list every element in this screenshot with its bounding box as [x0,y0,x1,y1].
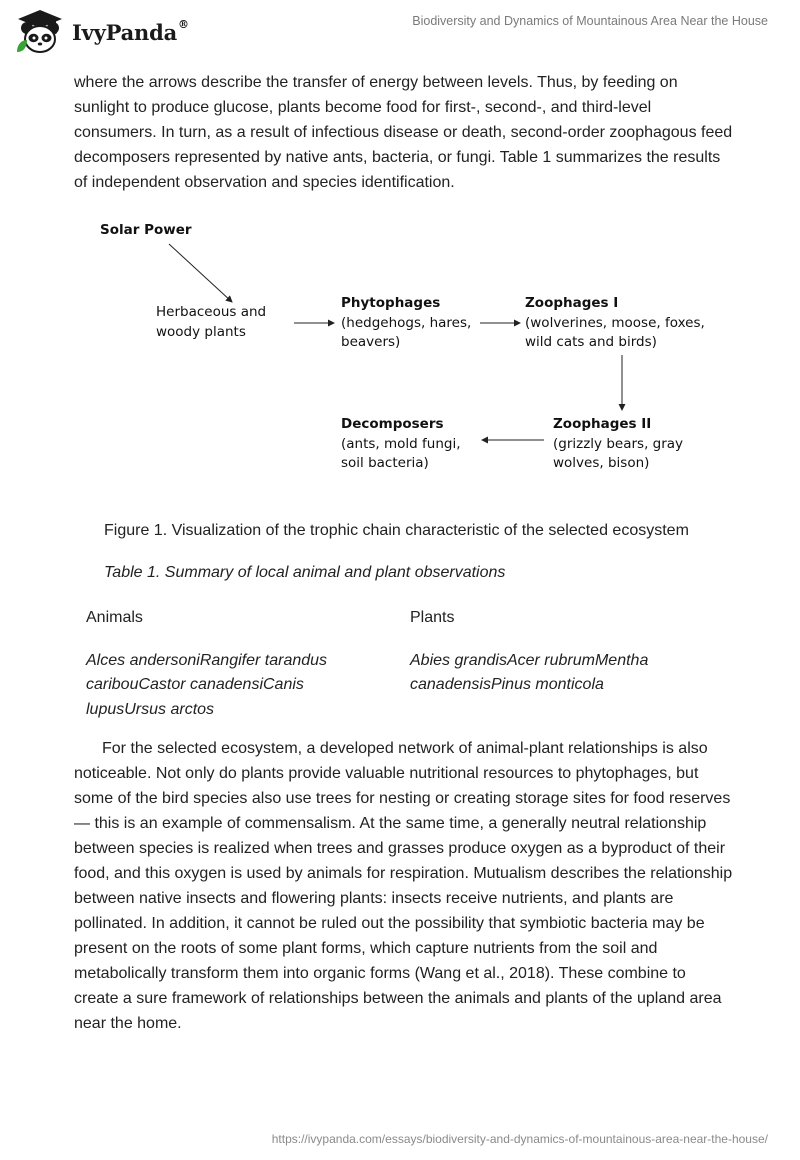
table-column-plants [410,606,690,698]
node-phytophages: Phytophages (hedgehogs, hares, beavers) [341,295,472,350]
node-zoophages-1: Zoophages I (wolverines, moose, foxes, wild cats and birds) [525,295,705,350]
page-header [0,0,800,60]
node-zoophages-2: Zoophages II (grizzly bears, gray wolves, bison) [553,416,684,471]
trophic-chain-diagram [74,215,734,485]
brand-name: IvyPanda® [72,17,189,45]
table-header-animals: Animals [86,609,143,626]
node-decomposers: Decomposers (ants, mold fungi, soil bacteria) [341,416,461,471]
table-title: Table 1. Summary of local animal and plant observations [104,564,506,581]
node-plants: Herbaceous and woody plants [156,304,267,340]
node-solar-power: Solar Power [100,222,192,238]
table-cell-animals: Alces andersoniRangifer tarandus caribouCastor canadensiCanis lupusUrsus arctos [86,651,328,718]
document-title: Biodiversity and Dynamics of Mountainous Area Near the House [412,14,768,28]
figure-caption: Figure 1. Visualization of the trophic chain characteristic of the selected ecosystem [104,522,689,539]
table-column-animals [86,606,366,722]
arrow-solar-to-plants [169,244,232,302]
table-cell-plants: Abies grandisAcer rubrumMentha canadensisPinus monticola [410,651,649,693]
panda-graduate-icon [14,8,66,56]
body-paragraph-1: where the arrows describe the transfer of energy between levels. Thus, by feeding on sunlight to produce glucose, plants become food for first-, second-, and third-level consumers. In turn, as a result of infectious disease or death, second-order zoophagous feed decomposers represented by native ants, bacteria, or fungi. Table 1 summarizes the results of independent observation and species identification. [74,74,733,191]
body-paragraph-2: For the selected ecosystem, a developed network of animal-plant relationships is also noticeable. Not only do plants provide valuable nutritional resources to phytophages, but some of the bird species also use trees for nesting or creating storage sites for food reserves — this is an example of commensalism. At the same time, a generally neutral relationship between species is realized when trees and grasses produce oxygen as a byproduct of their food, and this oxygen is used by animals for respiration. Mutualism describes the relationship between native insects and flowering plants: insects receive nutrients, and plants are pollinated. In addition, it cannot be ruled out the possibility that symbiotic bacteria may be present on the roots of some plant forms, which capture nutrients from the soil and metabolically transform them into organic forms (Wang et al., 2018). These combine to create a sure framework of relationships between the animals and plants of the upland area near the home. [74,740,733,1032]
brand-logo[interactable] [14,8,204,56]
table-header-plants: Plants [410,609,455,626]
source-url-link[interactable]: https://ivypanda.com/essays/biodiversity-and-dynamics-of-mountainous-area-near-the-house/ [271,1132,768,1146]
